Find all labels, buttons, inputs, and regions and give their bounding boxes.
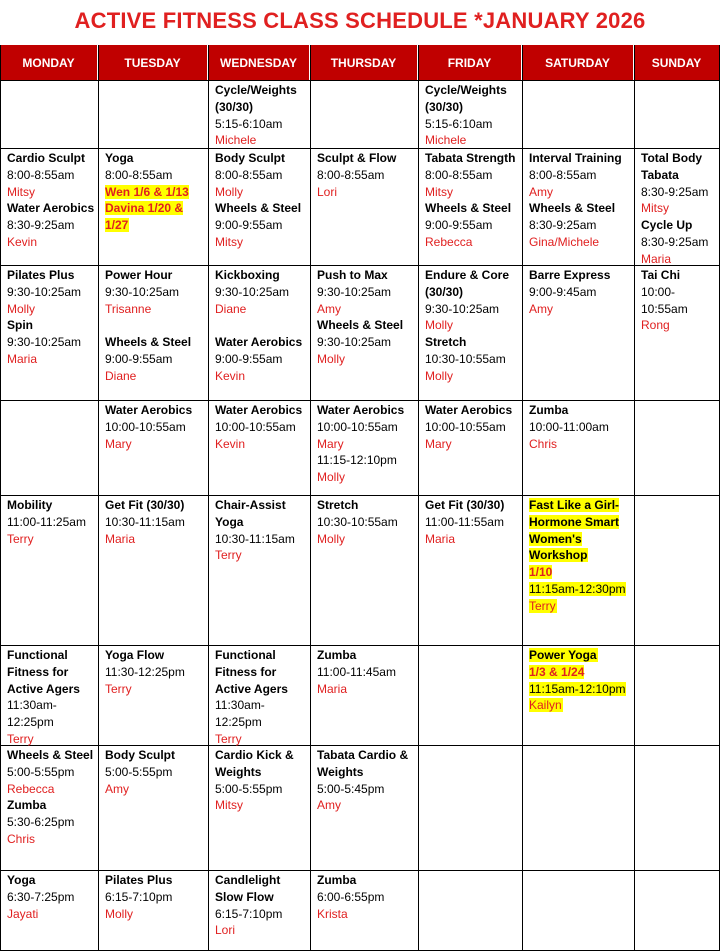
class-entry (105, 267, 208, 317)
instructor-name: Molly (317, 531, 346, 546)
instructor-name: Amy (105, 781, 129, 796)
class-name: Zumba (317, 873, 357, 887)
class-name: Sculpt & Flow (317, 151, 397, 165)
class-entry (425, 334, 522, 384)
instructor-name: Amy (529, 301, 553, 316)
instructor-name: Terry (7, 531, 34, 546)
class-name: Get Fit (30/30) (425, 498, 505, 512)
instructor-name: Molly (425, 368, 454, 383)
schedule-cell-tuesday (98, 645, 208, 745)
class-name: Chair-Assist Yoga (215, 498, 286, 529)
day-header-sunday: SUNDAY (634, 45, 720, 80)
class-name: Barre Express (529, 268, 611, 282)
class-time: 11:15am-12:30pm (529, 581, 626, 596)
class-name: Tai Chi (641, 268, 681, 282)
class-time: 10:30-11:15am (105, 514, 185, 529)
class-time: 9:00-9:45am (529, 284, 597, 299)
class-time: 8:00-8:55am (425, 167, 493, 182)
instructor-name: Mary (317, 436, 344, 451)
instructor-name: Amy (317, 301, 341, 316)
instructor-name: Mitsy (641, 201, 669, 216)
instructor-name: Michele (215, 133, 257, 148)
day-header-thursday: THURSDAY (310, 45, 418, 80)
class-time: 9:30-10:25am (7, 335, 82, 350)
class-time: 11:15am-12:10pm (529, 681, 626, 696)
class-time: 10:00-10:55am (317, 419, 398, 434)
class-name: Tabata Cardio & Weights (317, 748, 409, 779)
instructor-name: Diane (215, 301, 247, 316)
class-time: 10:30-11:15am (215, 531, 295, 546)
class-time: 11:00-11:25am (7, 514, 86, 529)
class-time: 5:00-5:55pm (7, 764, 75, 779)
class-name: Interval Training (529, 151, 622, 165)
schedule-cell-monday (0, 745, 98, 870)
class-time: 11:00-11:45am (317, 664, 396, 679)
class-name: Mobility (7, 498, 53, 512)
instructor-name: Jayati (7, 906, 39, 921)
class-entry (215, 747, 310, 814)
class-name: Candlelight Slow Flow (215, 873, 281, 904)
instructor-name: Terry (215, 548, 242, 563)
class-entry (7, 797, 98, 847)
schedule-cell-thursday (310, 870, 418, 951)
schedule-cell-saturday (522, 400, 634, 495)
class-entry (215, 497, 310, 564)
class-time: 9:30-10:25am (105, 284, 180, 299)
class-name: Wheels & Steel (215, 201, 302, 216)
class-name: Functional Fitness for Active Agers (215, 648, 288, 696)
schedule-cell-sunday (634, 148, 720, 265)
class-time: 8:30-9:25am (641, 184, 709, 199)
instructor-name: Mitsy (215, 798, 243, 813)
instructor-name: Lori (317, 184, 338, 199)
schedule-cell-wednesday (208, 148, 310, 265)
class-time: 9:30-10:25am (317, 335, 392, 350)
schedule-cell-sunday (634, 495, 720, 645)
schedule-cell-friday (418, 645, 522, 745)
class-entry (105, 150, 208, 234)
class-time: 11:30am-12:25pm (7, 698, 57, 730)
class-entry (641, 150, 720, 217)
class-entry (317, 872, 418, 922)
instructor-name: Kevin (7, 234, 38, 249)
schedule-cell-sunday (634, 265, 720, 400)
day-header-friday: FRIDAY (418, 45, 522, 80)
schedule-cell-thursday (310, 265, 418, 400)
class-entry (425, 402, 522, 452)
class-time: 8:00-8:55am (7, 167, 75, 182)
instructor-name: Molly (7, 301, 36, 316)
class-name: Water Aerobics (425, 403, 513, 417)
class-entry (317, 267, 418, 317)
class-name: Yoga Flow (105, 648, 165, 662)
schedule-cell-wednesday (208, 495, 310, 645)
instructor-name: Mitsy (7, 184, 35, 199)
class-time: 6:15-7:10pm (105, 889, 173, 904)
class-name: Cycle/Weights (30/30) (215, 83, 297, 114)
instructor-name: Terry (105, 681, 132, 696)
instructor-name: Kailyn (529, 698, 562, 713)
class-name: Push to Max (317, 268, 388, 282)
class-entry (529, 200, 634, 250)
class-time: 10:00-11:00am (529, 419, 609, 434)
schedule-cell-tuesday (98, 400, 208, 495)
class-name: Zumba (317, 648, 357, 662)
schedule-cell-tuesday (98, 265, 208, 400)
schedule-cell-tuesday (98, 148, 208, 265)
class-entry (105, 747, 208, 797)
class-name: Pilates Plus (105, 873, 173, 887)
class-time: 9:00-9:55am (215, 218, 283, 233)
class-entry (105, 872, 208, 922)
class-entry (529, 267, 634, 317)
class-entry (317, 747, 418, 814)
schedule-cell-monday (0, 645, 98, 745)
class-entry (105, 402, 208, 452)
class-entry (317, 402, 418, 486)
class-entry (529, 647, 634, 714)
class-name: Wheels & Steel (7, 748, 94, 762)
schedule-cell-wednesday (208, 265, 310, 400)
class-name: Wheels & Steel (317, 318, 404, 333)
class-name: Cardio Sculpt (7, 151, 86, 165)
class-time: 9:30-10:25am (215, 284, 290, 299)
class-entry (7, 150, 98, 200)
class-time: 11:30-12:25pm (105, 664, 185, 679)
instructor-name: Terry (7, 731, 34, 746)
schedule-cell-saturday (522, 148, 634, 265)
schedule-cell-sunday (634, 645, 720, 745)
schedule-cell-wednesday (208, 870, 310, 951)
schedule-cell-friday (418, 148, 522, 265)
class-time: 5:00-5:55pm (215, 781, 283, 796)
class-time: 9:30-10:25am (7, 284, 82, 299)
class-name: Endure & Core (30/30) (425, 268, 510, 299)
class-entry (7, 872, 98, 922)
class-name: Stretch (425, 335, 467, 350)
schedule-cell-sunday (634, 400, 720, 495)
class-time: 6:15-7:10pm (215, 906, 283, 921)
schedule-cell-thursday (310, 80, 418, 148)
class-entry (215, 334, 310, 384)
instructor-name: Amy (529, 184, 553, 199)
class-entry (215, 402, 310, 452)
schedule-cell-friday (418, 265, 522, 400)
class-entry (215, 150, 310, 200)
instructor-name: Mitsy (215, 234, 243, 249)
instructor-name: Krista (317, 906, 348, 921)
schedule-cell-tuesday (98, 495, 208, 645)
class-name: Water Aerobics (215, 403, 303, 417)
schedule-cell-saturday (522, 870, 634, 951)
spacer (215, 317, 310, 334)
class-time: 10:00-10:55am (215, 419, 296, 434)
day-header-saturday: SATURDAY (522, 45, 634, 80)
class-entry (7, 747, 98, 797)
class-name: Kickboxing (215, 268, 280, 282)
instructor-name: Michele (425, 133, 467, 148)
class-entry (529, 497, 634, 615)
class-name: Water Aerobics (317, 403, 405, 417)
class-time: 9:30-10:25am (425, 301, 500, 316)
class-name: Spin (7, 318, 33, 333)
instructor-name: Mary (105, 436, 132, 451)
schedule-cell-wednesday (208, 80, 310, 148)
class-name: Cycle/Weights (30/30) (425, 83, 507, 114)
class-entry (7, 267, 98, 317)
instructor-name: Maria (641, 251, 672, 266)
class-name: Stretch (317, 498, 359, 512)
instructor-name: Chris (529, 436, 558, 451)
class-time: 5:15-6:10am (215, 116, 283, 131)
class-entry (317, 150, 418, 200)
class-time: 10:00-10:55am (425, 419, 506, 434)
class-name: Wheels & Steel (105, 335, 192, 350)
instructor-name: Molly (425, 318, 454, 333)
instructor-name: Rebecca (7, 781, 55, 796)
instructor-name: Molly (317, 470, 346, 485)
instructor-name: Chris (7, 831, 36, 846)
class-time: 11:15-12:10pm (317, 453, 397, 468)
instructor-name: Gina/Michele (529, 234, 600, 249)
class-date: 1/10 (529, 565, 553, 580)
instructor-name: Maria (317, 681, 348, 696)
class-name: Zumba (7, 798, 47, 813)
instructor-name: Kevin (215, 436, 246, 451)
class-time: 6:00-6:55pm (317, 889, 385, 904)
class-name: Water Aerobics (105, 403, 193, 417)
class-name: Total Body Tabata (641, 151, 703, 182)
class-entry (529, 150, 634, 200)
class-time: 8:00-8:55am (529, 167, 597, 182)
class-time: 9:00-9:55am (425, 218, 493, 233)
class-entry (425, 200, 522, 250)
class-name: Yoga (7, 873, 36, 887)
schedule-cell-tuesday (98, 745, 208, 870)
instructor-name: Mary (425, 436, 452, 451)
day-header-tuesday: TUESDAY (98, 45, 208, 80)
class-entry (215, 82, 310, 149)
class-entry (105, 497, 208, 547)
class-entry (105, 334, 208, 384)
schedule-cell-saturday (522, 265, 634, 400)
schedule-cell-thursday (310, 645, 418, 745)
class-time: 8:00-8:55am (215, 167, 283, 182)
class-entry (7, 200, 98, 250)
class-time: 5:00-5:55pm (105, 764, 173, 779)
class-time: 5:15-6:10am (425, 116, 493, 131)
class-name: Power Yoga (529, 648, 597, 662)
class-name: Water Aerobics (7, 201, 95, 216)
schedule-cell-saturday (522, 80, 634, 148)
class-time: 9:30-10:25am (317, 284, 392, 299)
schedule-cell-sunday (634, 80, 720, 148)
class-name: Get Fit (30/30) (105, 498, 185, 512)
class-date: 1/3 & 1/24 (529, 664, 585, 679)
schedule-cell-thursday (310, 148, 418, 265)
schedule-cell-monday (0, 80, 98, 148)
schedule-cell-friday (418, 495, 522, 645)
schedule-cell-saturday (522, 745, 634, 870)
class-name: Pilates Plus (7, 268, 75, 282)
class-name: Tabata Strength (425, 151, 516, 165)
day-header-wednesday: WEDNESDAY (208, 45, 310, 80)
class-time: 9:00-9:55am (105, 351, 173, 366)
instructor-name: Lori (215, 923, 236, 938)
schedule-cell-wednesday (208, 645, 310, 745)
class-time: 8:30-9:25am (7, 218, 75, 233)
class-time: 8:30-9:25am (641, 234, 709, 249)
page-title: ACTIVE FITNESS CLASS SCHEDULE *JANUARY 2026 (74, 8, 646, 33)
schedule-cell-wednesday (208, 745, 310, 870)
schedule-cell-thursday (310, 745, 418, 870)
class-name: Wheels & Steel (425, 201, 512, 216)
class-name: Body Sculpt (215, 151, 286, 165)
instructor-name: Terry (529, 598, 556, 613)
instructor-name: Rong (641, 318, 670, 333)
instructor-name: Maria (105, 531, 136, 546)
class-time: 10:30-10:55am (425, 351, 506, 366)
class-time: 11:00-11:55am (425, 514, 504, 529)
schedule-cell-monday (0, 870, 98, 951)
class-name: Water Aerobics (215, 335, 303, 350)
class-name: Wheels & Steel (529, 201, 616, 216)
class-time: 8:00-8:55am (317, 167, 385, 182)
class-entry (641, 217, 720, 267)
schedule-cell-sunday (634, 745, 720, 870)
class-entry (425, 267, 522, 334)
schedule-cell-thursday (310, 495, 418, 645)
class-time: 8:00-8:55am (105, 167, 173, 182)
class-entry (215, 647, 310, 748)
class-entry (641, 267, 720, 334)
schedule-cell-friday (418, 400, 522, 495)
instructor-name: Molly (317, 351, 346, 366)
schedule-cell-tuesday (98, 80, 208, 148)
class-entry (529, 402, 634, 452)
class-entry (317, 497, 418, 547)
schedule-cell-friday (418, 870, 522, 951)
instructor-name: Maria (425, 531, 456, 546)
class-entry (7, 497, 98, 547)
class-entry (215, 872, 310, 939)
class-time: 5:00-5:45pm (317, 781, 385, 796)
schedule-cell-monday (0, 148, 98, 265)
instructor-name: Molly (105, 906, 134, 921)
class-entry (425, 150, 522, 200)
class-entry (7, 647, 98, 748)
schedule-cell-sunday (634, 870, 720, 951)
class-entry (425, 82, 522, 149)
schedule-cell-saturday (522, 495, 634, 645)
class-entry (317, 647, 418, 697)
schedule-cell-thursday (310, 400, 418, 495)
schedule-cell-monday (0, 400, 98, 495)
schedule-cell-tuesday (98, 870, 208, 951)
schedule-table (0, 45, 720, 951)
instructor-name: Mitsy (425, 184, 453, 199)
schedule-cell-friday (418, 745, 522, 870)
schedule-cell-saturday (522, 645, 634, 745)
instructor-name: Trisanne (105, 301, 152, 316)
instructor-name: Molly (215, 184, 244, 199)
schedule-cell-monday (0, 265, 98, 400)
instructor-name: Wen 1/6 & 1/13 Davina 1/20 & 1/27 (105, 184, 189, 233)
instructor-name: Terry (215, 731, 242, 746)
class-name: Cardio Kick & Weights (215, 748, 294, 779)
class-time: 10:00-10:55am (641, 284, 688, 316)
class-entry (317, 317, 418, 367)
schedule-cell-friday (418, 80, 522, 148)
instructor-name: Kevin (215, 368, 246, 383)
class-entry (215, 200, 310, 250)
class-time: 8:30-9:25am (529, 218, 597, 233)
class-time: 6:30-7:25pm (7, 889, 75, 904)
class-name: Power Hour (105, 268, 173, 282)
schedule-cell-wednesday (208, 400, 310, 495)
class-entry (7, 317, 98, 367)
schedule-cell-monday (0, 495, 98, 645)
class-time: 9:00-9:55am (215, 351, 283, 366)
class-name: Fast Like a Girl- Hormone Smart Women's Workshop (529, 498, 620, 563)
class-name: Body Sculpt (105, 748, 176, 762)
class-time: 11:30am-12:25pm (215, 698, 265, 730)
class-time: 5:30-6:25pm (7, 815, 75, 830)
class-entry (425, 497, 522, 547)
class-name: Cycle Up (641, 218, 693, 233)
instructor-name: Amy (317, 798, 341, 813)
class-entry (215, 267, 310, 317)
instructor-name: Maria (7, 351, 38, 366)
class-name: Functional Fitness for Active Agers (7, 648, 80, 696)
class-time: 10:00-10:55am (105, 419, 186, 434)
instructor-name: Rebecca (425, 234, 473, 249)
day-header-monday: MONDAY (0, 45, 98, 80)
class-time: 10:30-10:55am (317, 514, 398, 529)
spacer (105, 317, 208, 334)
class-name: Yoga (105, 151, 134, 165)
class-name: Zumba (529, 403, 569, 417)
class-entry (105, 647, 208, 697)
instructor-name: Diane (105, 368, 137, 383)
